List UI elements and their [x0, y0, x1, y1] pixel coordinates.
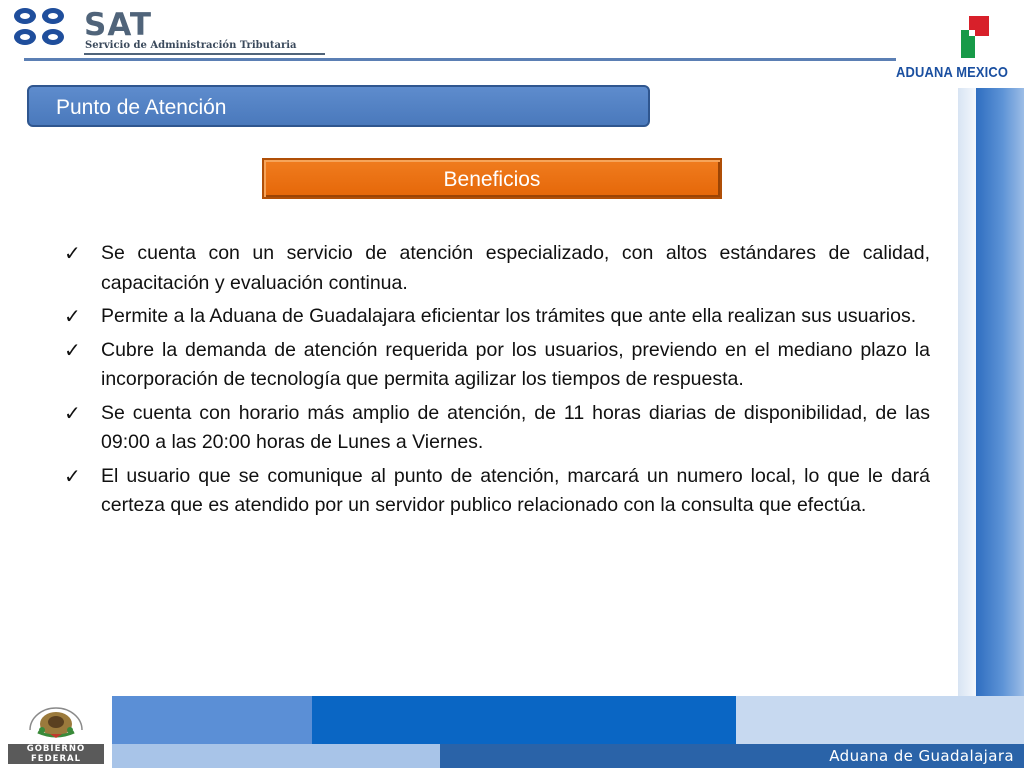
sat-underline: [84, 53, 325, 55]
sat-subtitle: Servicio de Administración Tributaria: [85, 40, 297, 51]
header-divider: [24, 58, 896, 61]
aduana-mexico-logo-icon: [960, 16, 992, 60]
check-mark-icon: ✓: [64, 304, 81, 328]
title-bar: [27, 85, 650, 127]
right-decorative-stripe: [958, 88, 1024, 696]
mexico-coat-of-arms-icon: [12, 700, 100, 740]
list-item: [64, 302, 930, 332]
footer-band-light: [112, 696, 312, 744]
gobierno-federal-logo: [8, 744, 104, 764]
section-header: [262, 158, 722, 199]
list-item: [64, 336, 930, 395]
list-item: [64, 399, 930, 458]
gobierno-line-1: GOBIERNO: [8, 744, 104, 754]
page-title: Punto de Atención: [56, 96, 227, 119]
list-item: [64, 239, 930, 298]
footer-band-pale: [736, 696, 1024, 744]
sat-logo-text: SAT: [84, 7, 153, 43]
list-item: [64, 462, 930, 521]
check-mark-icon: ✓: [64, 241, 81, 265]
check-mark-icon: ✓: [64, 400, 81, 425]
list-item-text: Permite a la Aduana de Guadalajara eficientar los trámites que ante ella realizan sus usuarios.: [101, 305, 917, 327]
aduana-mexico-logo-text: ADUANA MEXICO: [896, 64, 1009, 81]
list-item-text: El usuario que se comunique al punto de atención, marcará un numero local, lo que le dará certeza que es atendido por un servidor publico relacionado con la consulta que efectúa.: [101, 464, 930, 516]
footer-label: Aduana de Guadalajara: [829, 747, 1014, 765]
section-title: Beneficios: [443, 168, 541, 191]
benefits-list: [64, 239, 930, 525]
list-item-text: Cubre la demanda de atención requerida por los usuarios, previendo en el mediano plazo la incorporación de tecnología que permita agilizar los tiempos de respuesta.: [101, 338, 930, 390]
gobierno-line-2: FEDERAL: [8, 754, 104, 764]
footer-band-dark: [312, 696, 736, 744]
check-mark-icon: ✓: [64, 463, 81, 488]
check-mark-icon: ✓: [64, 337, 81, 362]
sat-logo-icon: [12, 5, 76, 49]
footer-lower-band-light: [112, 744, 440, 768]
list-item-text: Se cuenta con un servicio de atención especializado, con altos estándares de calidad, capacitación y evaluación continua.: [101, 242, 930, 294]
list-item-text: Se cuenta con horario más amplio de atención, de 11 horas diarias de disponibilidad, de las 09:00 a las 20:00 horas de Lunes a Viernes.: [101, 401, 930, 453]
